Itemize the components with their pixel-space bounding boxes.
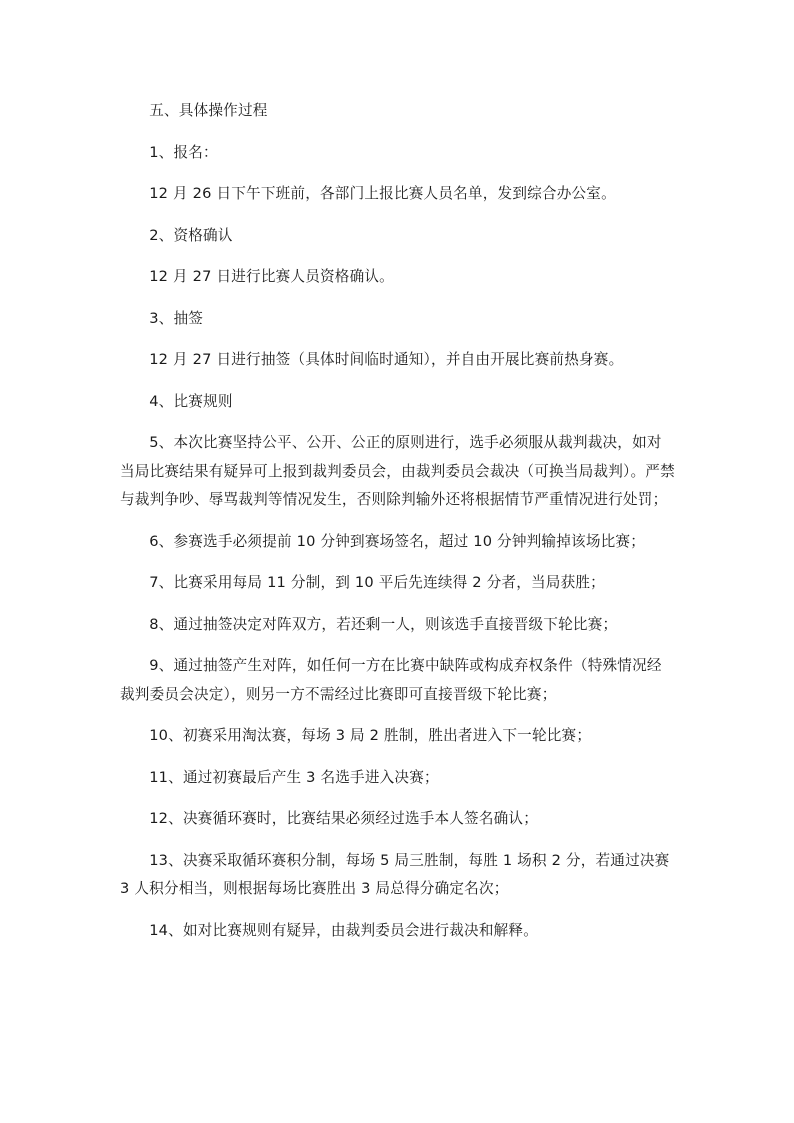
rule-10: 10、初赛采用淘汰赛，每场 3 局 2 胜制，胜出者进入下一轮比赛；	[149, 727, 592, 744]
rule-5: 5、本次比赛坚持公平、公开、公正的原则进行，选手必须服从裁判裁决，如对当局比赛结果有疑异可上报到裁判委员会，由裁判委员会裁决（可换当局裁判）。严禁与裁判争吵、辱骂裁判等情况发生，否则除判输外还将根据情节严重情况进行处罚；	[120, 434, 675, 508]
rule-9: 9、通过抽签产生对阵，如任何一方在比赛中缺阵或构成弃权条件（特殊情况经裁判委员会决定），则另一方不需经过比赛即可直接晋级下轮比赛；	[120, 657, 662, 703]
item-heading-draw: 3、抽签	[149, 309, 204, 327]
rule-8: 8、通过抽签决定对阵双方，若还剩一人，则该选手直接晋级下轮比赛；	[149, 615, 618, 633]
rule-14: 14、如对比赛规则有疑异，由裁判委员会进行裁决和解释。	[149, 921, 539, 939]
document-body	[120, 97, 675, 958]
rule-7: 7、比赛采用每局 11 分制，到 10 平后先连续得 2 分者，当局获胜；	[149, 574, 605, 591]
rule-6: 6、参赛选手必须提前 10 分钟到赛场签名，超过 10 分钟判输掉该场比赛；	[149, 532, 645, 550]
registration-text: 12 月 26 日下午下班前，各部门上报比赛人员名单，发到综合办公室。	[149, 185, 616, 202]
section-heading: 五、具体操作过程	[149, 102, 268, 119]
rule-13: 13、决赛采取循环赛积分制，每场 5 局三胜制，每胜 1 场积 2 分，若通过决赛 3 人积分相当，则根据每场比赛胜出 3 局总得分确定名次；	[120, 851, 670, 897]
qualification-text: 12 月 27 日进行比赛人员资格确认。	[149, 268, 394, 285]
item-heading-rules: 4、比赛规则	[149, 392, 233, 410]
item-heading-registration: 1、报名：	[149, 143, 218, 161]
rule-12: 12、决赛循环赛时，比赛结果必须经过选手本人签名确认；	[149, 810, 539, 827]
item-heading-qualification: 2、资格确认	[149, 226, 233, 244]
rule-11: 11、通过初赛最后产生 3 名选手进入决赛；	[149, 768, 439, 786]
draw-text: 12 月 27 日进行抽签（具体时间临时通知），并自由开展比赛前热身赛。	[149, 351, 624, 368]
